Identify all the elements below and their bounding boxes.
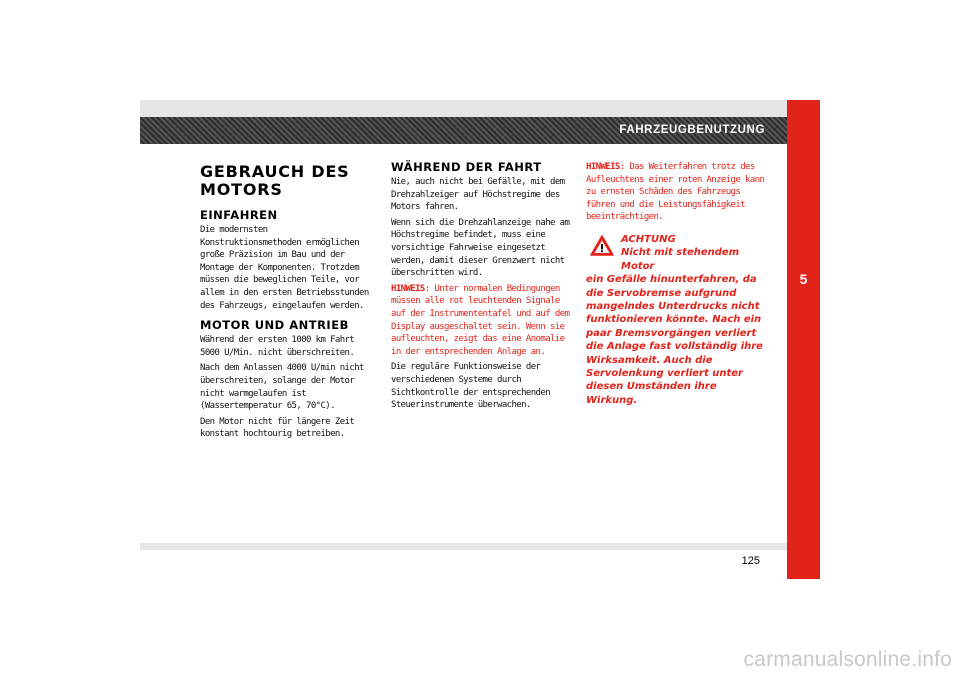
- heading-einfahren: EINFAHREN: [200, 208, 278, 222]
- column-middle: [391, 160, 571, 415]
- section-title: FAHRZEUGBENUTZUNG: [619, 124, 765, 136]
- paragraph-motor-1: Während der ersten 1000 km Fahrt 5000 U/Min. nicht überschreiten.: [200, 335, 355, 358]
- note-label: HINWEIS: [586, 162, 620, 172]
- paragraph-fahrt-1: Nie, auch nicht bei Gefälle, mit dem Drehzahlzeiger auf Höchstregime des Motors fahren.: [391, 177, 565, 213]
- heading-waehrend-fahrt: WÄHREND DER FAHRT: [391, 160, 542, 174]
- column-right: [586, 161, 771, 407]
- top-band: [140, 100, 787, 117]
- bottom-band: [140, 543, 787, 550]
- column-left: [200, 163, 372, 444]
- paragraph-fahrt-3: Die reguläre Funktionsweise der verschiedenen Systeme durch Sichtkontrolle der entsprechenden Steuerinstrumente überwachen.: [391, 362, 551, 411]
- note-hinweis-right: [586, 161, 771, 224]
- warning-title: ACHTUNG: [621, 233, 676, 245]
- paragraph-motor-3: Den Motor nicht für längere Zeit konstant hochtourig betreiben.: [200, 416, 355, 440]
- chapter-number: 5: [799, 271, 808, 287]
- warning-text: ein Gefälle hinunterfahren, da die Servobremse aufgrund mangelndes Unterdrucks nicht funktionieren könnte. Nach ein paar Bremsvorgängen verliert die Anlage fast vollständig ihre Wirksamkeit. Auch die Servolenkung verliert unter diesen Umständen ihre Wirkung.: [586, 274, 763, 406]
- paragraph-einfahren: Die modernsten Konstruktionsmethoden ermöglichen große Präzision im Bau und der Montage der Komponenten. Trotzdem müssen die beweglichen Teile, vor allem in den ersten Betriebsstunden des Fahrzeugs, eingelaufen werden.: [200, 225, 369, 311]
- watermark: carmanualsonline.info: [743, 648, 952, 671]
- warning-text-first: Nicht mit stehendem Motor: [621, 247, 740, 272]
- page-number: 125: [741, 555, 760, 567]
- chapter-tab: [787, 100, 820, 579]
- note-label: HINWEIS: [391, 283, 425, 294]
- note-text: : Das Weiterfahren trotz des Aufleuchtens einer roten Anzeige kann zu ernsten Schäden des Fahrzeugs führen und die Leistungsfähigkeit beeinträchtigen.: [586, 162, 765, 223]
- note-text: : Unter normalen Bedingungen müssen alle rot leuchtenden Signale auf der Instrumententafel und auf dem Display ausgeschaltet sein. Wenn sie aufleuchten, zeigt das eine Anomalie in der entsprechenden Anlage an.: [391, 283, 570, 357]
- warning-block: [586, 233, 771, 407]
- paragraph-motor-2: Nach dem Anlassen 4000 U/min nicht überschreiten, solange der Motor nicht warmgelaufen ist (Wassertemperatur 65, 70°C).: [200, 363, 364, 412]
- header-bar: [140, 117, 787, 144]
- note-hinweis: [391, 283, 571, 359]
- heading-motor-antrieb: MOTOR UND ANTRIEB: [200, 318, 349, 333]
- warning-triangle-icon: [590, 235, 614, 256]
- paragraph-fahrt-2: Wenn sich die Drehzahlanzeige nahe am Höchstregime befindet, muss eine vorsichtige Fahrweise eingesetzt werden, damit dieser Grenzwert nicht überschritten wird.: [391, 217, 570, 279]
- page-title: GEBRAUCH DES MOTORS: [200, 162, 350, 199]
